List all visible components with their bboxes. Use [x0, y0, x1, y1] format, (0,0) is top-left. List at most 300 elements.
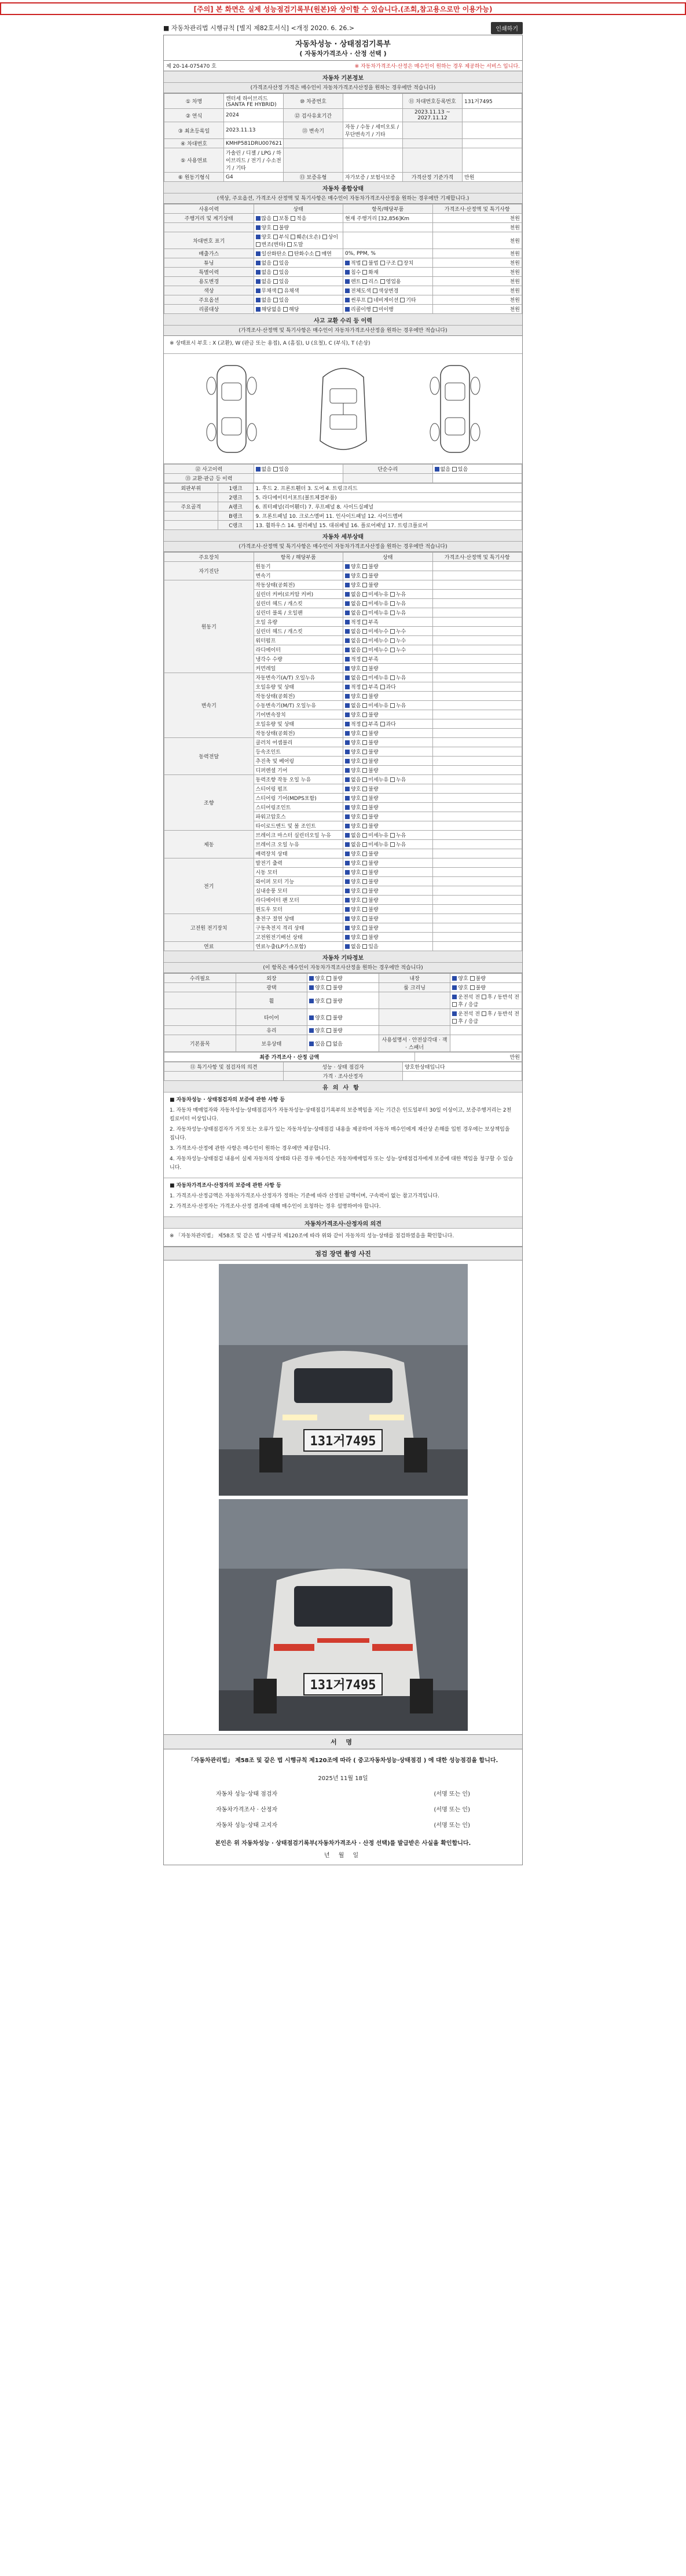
topbar — [0, 15, 686, 35]
accident-checkbox — [452, 467, 457, 472]
detail-row — [164, 831, 522, 840]
detail-checkbox — [362, 796, 367, 801]
detail-item-name: 라디에이터 — [254, 645, 343, 655]
terms-item: 3. 가격조사·산정에 관한 사항은 매수인이 원하는 경우에만 제공합니다. — [170, 1146, 331, 1152]
detail-item-name: 동력조향 작동 오일 누유 — [254, 775, 343, 784]
other-cell — [307, 1009, 379, 1026]
detail-item-name: 오일 유량 — [254, 617, 343, 627]
status-option: 유채색 — [284, 288, 299, 294]
detail-item-price — [432, 858, 522, 868]
status-cell: 특별이력 — [164, 268, 254, 277]
detail-option: 누수 — [395, 638, 406, 644]
detail-option: 양호 — [351, 796, 363, 802]
detail-option: 불량 — [368, 935, 379, 941]
status-option: 있음 — [278, 279, 289, 285]
detail-item-name: 충전구 절연 상태 — [254, 914, 343, 923]
detail-option: 불량 — [368, 824, 379, 830]
other-option: 양호 — [458, 985, 470, 991]
detail-row — [164, 858, 522, 868]
detail-item-name: 자동변속기(A/T) 오일누유 — [254, 673, 343, 682]
status-checkbox — [256, 251, 261, 256]
basic-info-cell: 만원 — [463, 173, 522, 182]
status-checkbox — [291, 216, 295, 221]
status-option: 없음 — [261, 261, 273, 266]
status-cell — [343, 295, 433, 305]
detail-option: 불량 — [368, 926, 379, 931]
status-option: 해당없음 — [261, 307, 284, 313]
signature-footer: 본인은 위 자동차성능 · 상태점검기록부(자동차가격조사 · 산정 선택)를 발급받은 사실을 확인합니다. — [215, 1840, 471, 1847]
detail-group-name: 변속기 — [164, 673, 254, 738]
detail-option: 미세누수 — [368, 648, 390, 653]
status-option: 리스 — [368, 279, 380, 285]
other-option: 양호 — [315, 1028, 327, 1034]
status-option: 있음 — [278, 298, 289, 304]
detail-option: 양호 — [351, 666, 363, 672]
detail-checkbox — [362, 898, 367, 902]
signature-role: 자동차 성능·상태 점검자 — [216, 1791, 278, 1797]
detail-item-price — [432, 831, 522, 840]
detail-checkbox — [362, 601, 367, 606]
detail-item-price — [432, 562, 522, 571]
remarks-cell: ⑪ 특기사항 및 점검자의 의견 — [164, 1062, 284, 1072]
detail-option: 부족 — [368, 620, 379, 626]
detail-option: 양호 — [351, 787, 363, 792]
detail-item-price — [432, 608, 522, 617]
status-column-header: 상태 — [254, 204, 343, 214]
accident-cell: ⑬ 교환·판금 등 이력 — [164, 474, 254, 483]
status-cell: 천원 — [432, 277, 522, 286]
detail-option: 불량 — [368, 861, 379, 867]
remarks-cell — [164, 1072, 284, 1081]
detail-item-name: 실린더 블록 / 오일팬 — [254, 608, 343, 617]
detail-header-row — [164, 553, 522, 562]
terms-block-2 — [164, 1178, 522, 1217]
detail-item-state — [343, 858, 433, 868]
other-cell — [450, 1026, 522, 1035]
detail-checkbox — [345, 805, 350, 810]
accident-option: 없음 — [440, 467, 452, 473]
status-option: 있음 — [278, 261, 289, 266]
detail-item-price — [432, 812, 522, 821]
basic-info-cell: ⑤ 사용연료 — [164, 148, 224, 173]
other-row — [164, 1026, 522, 1035]
detail-checkbox — [345, 898, 350, 902]
detail-checkbox — [362, 611, 367, 615]
signature-role: 자동차 성능·상태 고지자 — [216, 1822, 278, 1829]
detail-item-price — [432, 738, 522, 747]
detail-column-header: 가격조사·산정액 및 특기사항 — [432, 553, 522, 562]
terms1-list — [170, 1106, 516, 1172]
other-cell — [164, 1026, 236, 1035]
signature-law-text: 「자동차관리법」 제58조 및 같은 법 시행규칙 제120조에 따라 ( 중고자동차성능·상태점검 ) 에 대한 성능점검을 합니다. — [188, 1757, 498, 1764]
detail-checkbox — [345, 573, 350, 578]
terms1-heading: ■ 자동차성능 · 상태점검자의 보증에 관한 사항 등 — [170, 1097, 285, 1103]
basic-info-row — [164, 173, 522, 182]
detail-checkbox — [362, 740, 367, 745]
basic-info-cell — [284, 139, 343, 148]
other-checkbox — [309, 999, 314, 1003]
detail-item-state — [343, 821, 433, 831]
detail-item-name: 실린더 헤드 / 개스킷 — [254, 599, 343, 608]
other-option: 불량 — [332, 1015, 343, 1021]
detail-column-header: 주요장치 — [164, 553, 254, 562]
detail-checkbox — [345, 759, 350, 763]
detail-checkbox — [362, 907, 367, 912]
detail-item-name: 와이퍼 모터 기능 — [254, 877, 343, 886]
detail-item-price — [432, 645, 522, 655]
accident-cell — [432, 465, 522, 474]
panel-row — [164, 502, 522, 511]
detail-option: 부족 — [368, 722, 380, 728]
detail-option: 양호 — [351, 824, 363, 830]
status-option: 렌트 — [351, 279, 363, 285]
detail-item-state — [343, 617, 433, 627]
other-option: 있음 — [315, 1041, 327, 1047]
other-checkbox — [452, 1011, 457, 1016]
final-price-unit: 만원 — [414, 1053, 522, 1062]
detail-option: 미세누유 — [368, 833, 390, 839]
accident-checkbox — [273, 467, 278, 472]
detail-item-name: 브레이크 마스터 실린더오일 누유 — [254, 831, 343, 840]
detail-item-price — [432, 933, 522, 942]
basic-info-cell: 자동 / 수동 / 세미오토 / 무단변속기 / 기타 — [343, 122, 403, 139]
detail-checkbox — [362, 889, 367, 893]
status-cell — [254, 258, 343, 268]
other-cell — [379, 1026, 450, 1035]
status-checkbox — [362, 279, 367, 284]
detail-item-name: 원동기 — [254, 562, 343, 571]
detail-option: 미세누유 — [368, 675, 390, 681]
detail-checkbox — [345, 852, 350, 856]
other-checkbox — [309, 1028, 314, 1033]
status-checkbox — [256, 307, 261, 312]
detail-item-price — [432, 803, 522, 812]
detail-item-state — [343, 914, 433, 923]
signature-field[interactable]: (서명 또는 인) — [434, 1791, 470, 1797]
detail-checkbox — [345, 731, 350, 736]
status-cell: 차대번호 표기 — [164, 232, 254, 249]
detail-checkbox — [362, 629, 367, 634]
detail-item-price — [432, 664, 522, 673]
status-checkbox — [345, 288, 350, 293]
detail-checkbox — [345, 870, 350, 875]
other-cell: 기본품목 — [164, 1035, 236, 1052]
status-option: 무채색 — [261, 288, 278, 294]
detail-item-state — [343, 747, 433, 757]
basic-info-cell: 2023.11.13 ~ 2027.11.12 — [403, 109, 463, 122]
other-cell: 타이어 — [236, 1009, 307, 1026]
accident-cell — [254, 465, 343, 474]
other-cell: 휠 — [236, 992, 307, 1009]
status-column-header: 사용이력 — [164, 204, 254, 214]
panel-cell: 1랭크 — [218, 484, 254, 493]
detail-option: 양호 — [351, 935, 363, 941]
status-row — [164, 295, 522, 305]
status-checkbox — [283, 307, 288, 312]
status-option: 탄화수소 — [294, 251, 316, 257]
accident-option: 있음 — [278, 467, 289, 473]
detail-checkbox — [362, 935, 367, 940]
car-side-right-diagram — [412, 360, 498, 458]
front-photo-image — [219, 1264, 468, 1496]
detail-option: 불량 — [368, 898, 379, 904]
detail-item-state — [343, 719, 433, 729]
detail-checkbox — [390, 703, 395, 708]
front-photo — [219, 1264, 468, 1496]
detail-item-state — [343, 775, 433, 784]
detail-option: 불량 — [368, 814, 379, 820]
other-option: 양호 — [315, 998, 327, 1004]
status-cell — [254, 277, 343, 286]
detail-item-name: 워터펌프 — [254, 636, 343, 645]
detail-option: 불량 — [368, 870, 379, 876]
basic-info-cell: 2023.11.13 — [224, 122, 284, 139]
detail-item-state — [343, 729, 433, 738]
status-cell: 천원 — [432, 286, 522, 295]
other-option: 양호 — [315, 1015, 327, 1021]
detail-item-name: 파워고압호스 — [254, 812, 343, 821]
detail-checkbox — [390, 638, 395, 643]
status-option: 훼손(오손) — [296, 235, 322, 240]
signature-field[interactable]: (서명 또는 인) — [434, 1807, 470, 1813]
status-row — [164, 223, 522, 232]
detail-table — [164, 552, 522, 951]
terms-block-1 — [164, 1092, 522, 1178]
detail-option: 양호 — [351, 694, 363, 700]
detail-option: 미세누유 — [368, 592, 390, 598]
detail-item-state — [343, 868, 433, 877]
detail-option: 누유 — [395, 842, 406, 848]
signature-date: 2025년 11월 18일 — [318, 1775, 368, 1782]
detail-checkbox — [362, 759, 367, 763]
status-row — [164, 232, 522, 249]
detail-item-price — [432, 849, 522, 858]
detail-option: 없음 — [351, 601, 363, 607]
other-table — [164, 973, 522, 1052]
detail-item-name: 윈도우 모터 — [254, 905, 343, 914]
panel-cell — [164, 521, 218, 530]
detail-checkbox — [362, 768, 367, 773]
detail-checkbox — [345, 685, 350, 689]
detail-item-name: 시동 모터 — [254, 868, 343, 877]
status-cell — [343, 268, 433, 277]
detail-option: 불량 — [368, 750, 379, 755]
panel-row — [164, 493, 522, 502]
other-option: 운전석 전 — [458, 995, 482, 1000]
detail-item-state — [343, 701, 433, 710]
detail-checkbox — [380, 685, 385, 689]
print-button[interactable]: 인쇄하기 — [491, 22, 523, 34]
detail-checkbox — [390, 675, 395, 680]
basic-info-cell — [463, 148, 522, 173]
signature-lines — [164, 1785, 522, 1832]
status-cell — [254, 295, 343, 305]
detail-option: 미세누유 — [368, 703, 390, 709]
detail-item-price — [432, 905, 522, 914]
other-row — [164, 983, 522, 992]
other-option: 운전석 전 — [458, 1011, 482, 1017]
detail-option: 불량 — [368, 740, 379, 746]
panel-cell: A랭크 — [218, 502, 254, 511]
status-cell: 주행거리 및 계기상태 — [164, 214, 254, 223]
other-checkbox — [452, 1002, 457, 1007]
terms-item: 1. 가격조사·산정금액은 자동차가격조사·산정자가 정하는 기준에 따라 산정된 금액이며, 구속력이 없는 참고가격입니다. — [170, 1193, 439, 1199]
detail-checkbox — [390, 648, 395, 652]
status-cell — [254, 305, 343, 314]
other-checkbox — [482, 995, 486, 999]
detail-item-price — [432, 617, 522, 627]
detail-option: 없음 — [351, 842, 363, 848]
status-option: 전체도색 — [351, 288, 373, 294]
other-cell: 외장 — [236, 974, 307, 983]
detail-item-name: 스티어링 기어(MDPS포함) — [254, 794, 343, 803]
detail-checkbox — [362, 833, 367, 838]
detail-item-state — [343, 840, 433, 849]
status-cell: 천원 — [432, 223, 522, 232]
detail-checkbox — [362, 879, 367, 884]
status-checkbox — [291, 235, 295, 239]
status-cell: 튜닝 — [164, 258, 254, 268]
detail-option: 있음 — [368, 944, 379, 950]
detail-checkbox — [345, 796, 350, 801]
detail-checkbox — [345, 703, 350, 708]
detail-option: 양호 — [351, 926, 363, 931]
status-option: 불량 — [278, 225, 289, 231]
status-checkbox — [362, 270, 367, 275]
status-cell — [254, 223, 343, 232]
detail-option: 적정 — [351, 657, 363, 663]
detail-option: 불량 — [368, 768, 379, 774]
status-option: 없음 — [261, 298, 273, 304]
rear-photo-image — [219, 1499, 468, 1731]
terms-item: 1. 자동차 매매업자와 자동차성능·상태점검자가 자동차성능·상태점검기록부의 보증책임을 지는 기간은 인도일부터 30일 이상이고, 보증주행거리는 2천 킬로미터 이상입니다. — [170, 1108, 512, 1122]
status-cell: 천원 — [432, 249, 522, 258]
other-row — [164, 1035, 522, 1052]
other-option: 불량 — [475, 985, 486, 991]
detail-option: 미세누유 — [368, 777, 390, 783]
other-checkbox — [309, 1042, 314, 1046]
signature-line — [164, 1817, 522, 1832]
detail-option: 불량 — [368, 731, 379, 737]
status-option: 침수 — [351, 270, 363, 276]
panel-cell: 1. 후드 2. 프론트휀더 3. 도어 4. 트렁크리드 — [254, 484, 522, 493]
detail-option: 불량 — [368, 907, 379, 913]
basic-info-cell — [403, 139, 463, 148]
panel-cell: C랭크 — [218, 521, 254, 530]
status-subheading: (색상, 주요옵션, 가격조사 산정액 및 특기사항은 매수인이 자동차가격조사산정을 원하는 경우에만 기재합니다.) — [164, 193, 522, 204]
basic-info-table — [164, 93, 522, 182]
detail-checkbox — [345, 824, 350, 828]
detail-checkbox — [345, 601, 350, 606]
detail-option: 양호 — [351, 573, 363, 579]
detail-option: 부족 — [368, 685, 380, 690]
detail-checkbox — [362, 564, 367, 569]
status-checkbox — [373, 307, 377, 312]
detail-item-price — [432, 821, 522, 831]
status-cell — [254, 249, 343, 258]
status-checkbox — [287, 242, 292, 247]
basic-info-cell — [403, 122, 463, 139]
accident-checkbox — [435, 467, 439, 472]
detail-option: 양호 — [351, 870, 363, 876]
detail-checkbox — [345, 564, 350, 569]
status-cell: 천원 — [432, 295, 522, 305]
detail-option: 양호 — [351, 759, 363, 765]
detail-option: 불량 — [368, 879, 379, 885]
basic-info-cell: ⑬ 보증유형 — [284, 173, 343, 182]
panel-cell: 9. 프론트패널 10. 크로스멤버 11. 인사이드패널 12. 사이드멤버 — [254, 511, 522, 521]
basic-info-cell: ⑩ 차종번호 — [284, 94, 343, 109]
detail-item-state — [343, 673, 433, 682]
detail-item-price — [432, 719, 522, 729]
car-diagram — [164, 354, 522, 464]
detail-option: 없음 — [351, 777, 363, 783]
detail-item-price — [432, 636, 522, 645]
detail-item-name: 커먼레일 — [254, 664, 343, 673]
detail-option: 적정 — [351, 685, 363, 690]
detail-checkbox — [345, 879, 350, 884]
terms-heading: 유의사항 — [164, 1081, 522, 1092]
basic-info-cell — [343, 148, 403, 173]
detail-checkbox — [362, 916, 367, 921]
detail-option: 양호 — [351, 879, 363, 885]
other-row — [164, 1009, 522, 1026]
detail-option: 없음 — [351, 833, 363, 839]
detail-item-state — [343, 831, 433, 840]
status-cell — [254, 286, 343, 295]
detail-item-state — [343, 645, 433, 655]
status-option: 네비게이션 — [373, 298, 401, 304]
detail-checkbox — [362, 926, 367, 930]
document-warning: ※ 자동차가격조사·산정은 매수인이 원하는 경우 제공하는 서비스 입니다. — [354, 64, 520, 70]
status-checkbox — [256, 235, 261, 239]
detail-option: 적정 — [351, 722, 363, 728]
other-cell: 수리필요 — [164, 974, 236, 983]
detail-item-price — [432, 784, 522, 794]
detail-item-price — [432, 599, 522, 608]
detail-checkbox — [345, 648, 350, 652]
detail-item-name: 실린더 커버(로커암 커버) — [254, 590, 343, 599]
status-cell — [343, 223, 433, 232]
detail-checkbox — [362, 620, 367, 624]
detail-item-state — [343, 580, 433, 590]
detail-checkbox — [362, 842, 367, 847]
detail-option: 불량 — [368, 573, 379, 579]
detail-item-name: 고전원전기배선 상태 — [254, 933, 343, 942]
detail-item-state — [343, 636, 433, 645]
basic-info-cell: 가솔린 / 디젤 / LPG / 하이브리드 / 전기 / 수소전기 / 기타 — [224, 148, 284, 173]
detail-checkbox — [345, 583, 350, 587]
detail-option: 없음 — [351, 648, 363, 653]
rear-license-plate: 131거7495 — [303, 1673, 383, 1696]
detail-option: 누유 — [395, 592, 406, 598]
detail-checkbox — [362, 861, 367, 865]
detail-checkbox — [345, 842, 350, 847]
status-option: 색상변경 — [378, 288, 399, 294]
other-option: 양호 — [315, 985, 327, 991]
status-cell: 천원 — [432, 305, 522, 314]
status-row — [164, 277, 522, 286]
status-option: 적법 — [351, 261, 363, 266]
detail-option: 양호 — [351, 564, 363, 570]
detail-checkbox — [362, 666, 367, 671]
signature-line — [164, 1785, 522, 1801]
law-reference: ■ 자동차관리법 시행규칙 [별지 제82호서식] <개정 2020. 6. 26.> — [163, 24, 355, 32]
status-checkbox — [256, 279, 261, 284]
other-option: 후 / 동반석 전 — [487, 1011, 519, 1017]
signature-field[interactable]: (서명 또는 인) — [434, 1822, 470, 1829]
detail-item-price — [432, 701, 522, 710]
